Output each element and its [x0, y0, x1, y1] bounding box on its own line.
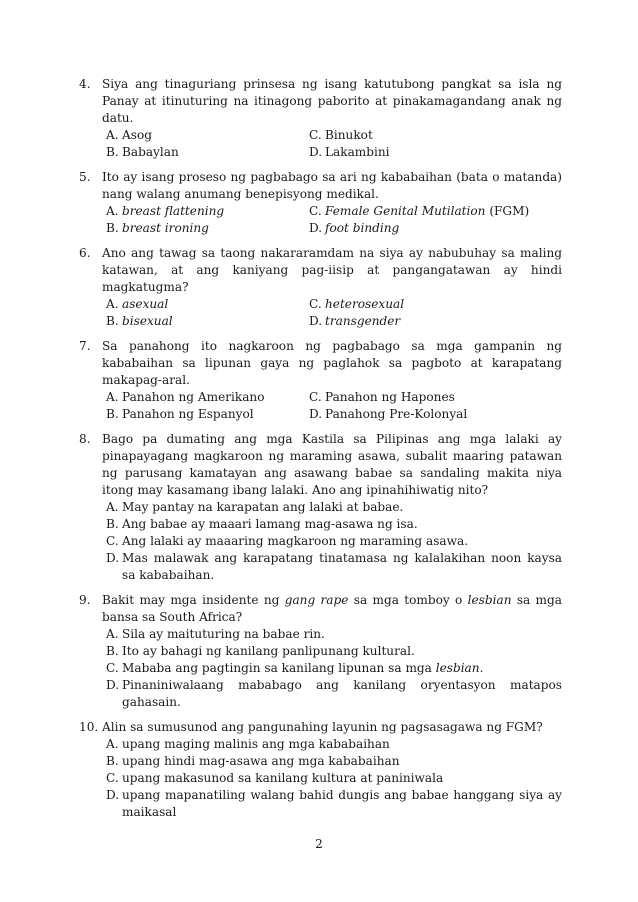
option-c	[106, 533, 562, 550]
question-text: Ito ay isang proseso ng pagbabago sa ari ng kababaihan (bata o matanda) nang walang anumang benepisyong medikal.	[102, 170, 562, 201]
question-number: 9.	[79, 593, 91, 607]
option-d	[309, 313, 562, 330]
option-a	[106, 127, 309, 144]
option-letter: A.	[106, 297, 119, 311]
question-text	[102, 592, 562, 626]
option-text: Panahon ng Amerikano	[122, 390, 265, 404]
option-text: Babaylan	[122, 145, 179, 159]
option-d	[106, 550, 562, 584]
question-text-italic: lesbian	[467, 593, 512, 607]
option-letter: C.	[106, 661, 119, 675]
option-letter: A.	[106, 737, 119, 751]
option-text: Panahon ng Espanyol	[122, 407, 254, 421]
option-b	[106, 406, 309, 423]
options-grid	[106, 203, 562, 237]
question-text: Bago pa dumating ang mga Kastila sa Pilipinas ang mga lalaki ay pinapayagang magkaroon ng maraming asawa, subalit maaring patawan ng parusang kamatayan ang asawang babae sa sandaling makita niya itong may kasamang ibang lalaki. Ano ang ipinahihiwatig nito?	[102, 432, 562, 497]
option-c	[106, 770, 562, 787]
option-b	[106, 643, 562, 660]
question-10	[79, 719, 562, 821]
option-d	[309, 144, 562, 161]
option-text: Female Genital Mutilation	[325, 204, 486, 218]
question-9	[79, 592, 562, 711]
option-b	[106, 220, 309, 237]
option-text: Ang babae ay maaari lamang mag-asawa ng isa.	[122, 517, 418, 531]
option-a	[106, 203, 309, 220]
option-letter: A.	[106, 128, 119, 142]
option-text: Lakambini	[325, 145, 390, 159]
option-letter: B.	[106, 221, 119, 235]
option-letter: D.	[106, 788, 120, 802]
option-text: foot binding	[325, 221, 400, 235]
option-text: Sila ay maituturing na babae rin.	[122, 627, 325, 641]
option-text: upang mapanatiling walang bahid dungis ang babae hanggang siya ay maikasal	[122, 788, 562, 819]
option-text: May pantay na karapatan ang lalaki at babae.	[122, 500, 404, 514]
option-a	[106, 389, 309, 406]
option-letter: B.	[106, 407, 119, 421]
question-number: 8.	[79, 432, 91, 446]
option-c	[309, 127, 562, 144]
question-number: 10.	[79, 720, 99, 734]
option-a	[106, 736, 562, 753]
question-text: Siya ang tinaguriang prinsesa ng isang katutubong pangkat sa isla ng Panay at itinuturing na itinagong paborito at pinakamagandang anak ng datu.	[102, 77, 562, 125]
option-text: bisexual	[122, 314, 173, 328]
question-text-part: Bakit may mga insidente ng	[102, 593, 285, 607]
question-text: Ano ang tawag sa taong nakararamdam na siya ay nabubuhay sa maling katawan, at ang kaniyang pag-iisip at pangangatawan ay hindi magkatugma?	[102, 246, 562, 294]
question-6	[79, 245, 562, 330]
option-letter: B.	[106, 644, 119, 658]
question-text-part: sa mga tomboy o	[348, 593, 468, 607]
option-text: Ito ay bahagi ng kanilang panlipunang kultural.	[122, 644, 415, 658]
option-letter: C.	[106, 534, 119, 548]
option-c	[309, 296, 562, 313]
option-text: Panahong Pre-Kolonyal	[325, 407, 468, 421]
option-a	[106, 499, 562, 516]
option-b	[106, 753, 562, 770]
option-letter: D.	[309, 314, 323, 328]
option-text: Panahon ng Hapones	[325, 390, 455, 404]
option-text: Mababa ang pagtingin sa kanilang lipunan sa mga	[122, 661, 436, 675]
option-suffix: (FGM)	[485, 204, 530, 218]
question-text-part: sa mga bansa sa South Africa?	[102, 593, 562, 624]
option-text: Ang lalaki ay maaaring magkaroon ng maraming asawa.	[122, 534, 469, 548]
options-grid	[106, 127, 562, 161]
question-number: 6.	[79, 246, 91, 260]
option-c	[309, 203, 562, 220]
page-number: 2	[315, 837, 323, 851]
option-text-italic: lesbian	[435, 661, 480, 675]
question-text: Alin sa sumusunod ang pangunahing layunin ng pagsasagawa ng FGM?	[102, 720, 543, 734]
option-text: breast flattening	[122, 204, 225, 218]
option-text: transgender	[325, 314, 401, 328]
option-c	[106, 660, 562, 677]
option-letter: A.	[106, 390, 119, 404]
question-number: 7.	[79, 339, 91, 353]
option-text: upang makasunod sa kanilang kultura at paniniwala	[122, 771, 444, 785]
option-text: asexual	[122, 297, 169, 311]
question-text-italic: gang rape	[284, 593, 349, 607]
option-letter: B.	[106, 754, 119, 768]
option-letter: D.	[309, 407, 323, 421]
option-text: Mas malawak ang karapatang tinatamasa ng kalalakihan noon kaysa sa kababaihan.	[122, 551, 562, 582]
option-letter: B.	[106, 145, 119, 159]
option-b	[106, 516, 562, 533]
option-text: breast ironing	[122, 221, 209, 235]
option-b	[106, 313, 309, 330]
option-c	[309, 389, 562, 406]
option-d	[106, 677, 562, 711]
options-grid	[106, 296, 562, 330]
option-letter: C.	[309, 297, 322, 311]
option-text: Pinaniniwalaang mababago ang kanilang oryentasyon matapos gahasain.	[122, 678, 562, 709]
option-letter: B.	[106, 517, 119, 531]
question-4	[79, 76, 562, 161]
option-a	[106, 296, 309, 313]
option-b	[106, 144, 309, 161]
question-list	[79, 76, 562, 829]
option-letter: C.	[309, 128, 322, 142]
option-letter: D.	[106, 678, 120, 692]
option-a	[106, 626, 562, 643]
option-letter: C.	[309, 204, 322, 218]
option-letter: C.	[309, 390, 322, 404]
question-text: Sa panahong ito nagkaroon ng pagbabago sa mga gampanin ng kababaihan sa lipunan gaya ng paglahok sa pagboto at karapatang makapag-aral.	[102, 339, 562, 387]
option-text: heterosexual	[325, 297, 405, 311]
option-letter: D.	[106, 551, 120, 565]
question-number: 4.	[79, 77, 91, 91]
option-d	[309, 220, 562, 237]
option-letter: A.	[106, 500, 119, 514]
option-text: upang hindi mag-asawa ang mga kababaihan	[122, 754, 400, 768]
question-8	[79, 431, 562, 584]
option-text: upang maging malinis ang mga kababaihan	[122, 737, 390, 751]
option-letter: A.	[106, 627, 119, 641]
options-grid	[106, 389, 562, 423]
option-letter: D.	[309, 145, 323, 159]
option-text: Binukot	[325, 128, 373, 142]
option-letter: B.	[106, 314, 119, 328]
option-letter: C.	[106, 771, 119, 785]
option-d	[106, 787, 562, 821]
question-5	[79, 169, 562, 237]
option-letter: A.	[106, 204, 119, 218]
option-letter: D.	[309, 221, 323, 235]
question-7	[79, 338, 562, 423]
option-text: Asog	[122, 128, 152, 142]
question-number: 5.	[79, 170, 91, 184]
option-suffix: .	[479, 661, 484, 675]
option-d	[309, 406, 562, 423]
